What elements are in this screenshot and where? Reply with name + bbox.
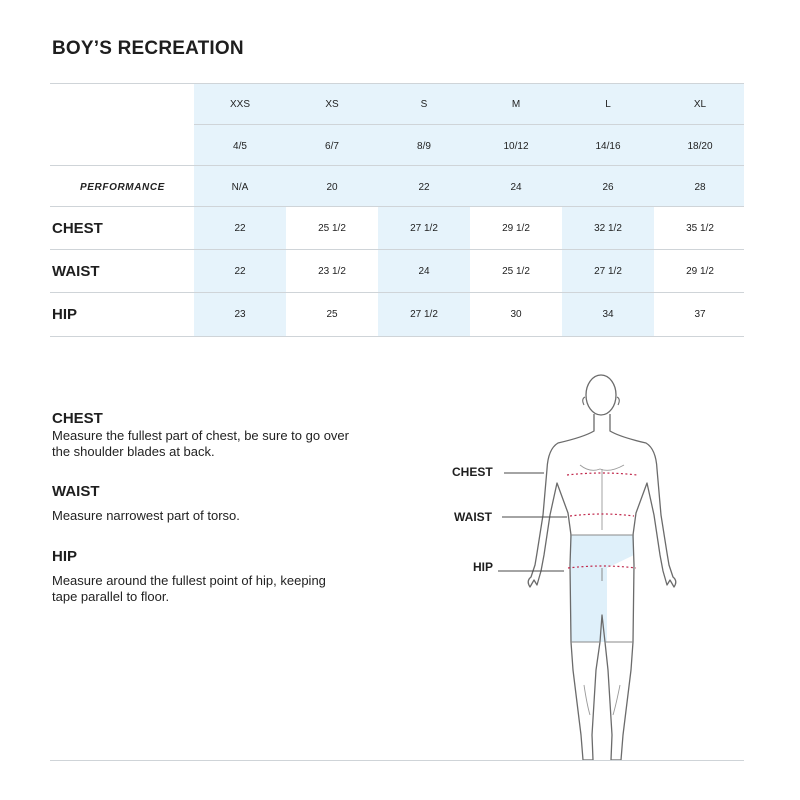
performance-value: 22 [418,181,430,193]
performance-value: N/A [231,181,249,193]
head-shape [586,375,616,415]
chest-value: 35 1/2 [686,222,714,234]
chest-value: 27 1/2 [410,222,438,234]
hip-guide-text: Measure around the fullest point of hip, keeping tape parallel to floor. [52,573,326,604]
waist-value: 24 [418,265,430,277]
waist-value: 27 1/2 [594,265,622,277]
size-header-xs: XS [325,98,339,110]
chest-value: 25 1/2 [318,222,346,234]
size-header-xl: XL [693,98,707,110]
figure-waist-label: WAIST [454,510,492,524]
hip-value: 23 [234,308,246,320]
size-header-s: S [420,98,428,110]
numeric-size: 10/12 [503,140,529,152]
performance-label: PERFORMANCE [80,181,165,193]
waist-value: 25 1/2 [502,265,530,277]
page-title: BOY’S RECREATION [52,38,244,59]
chest-value: 29 1/2 [502,222,530,234]
waist-guide-title: WAIST [52,483,100,500]
performance-value: 26 [602,181,614,193]
chest-guide-text: Measure the fullest part of chest, be sure to go over the shoulder blades at back. [52,428,349,459]
hip-value: 25 [326,308,338,320]
hip-value: 34 [602,308,614,320]
size-chart-table [50,83,744,337]
numeric-size: 6/7 [325,140,339,152]
shorts-shape [570,535,634,642]
numeric-size: 4/5 [233,140,247,152]
body-measurement-figure [440,365,700,765]
size-header-l: L [605,98,611,110]
numeric-size: 14/16 [595,140,621,152]
performance-value: 24 [510,181,522,193]
performance-value: 28 [694,181,706,193]
size-header-m: M [511,98,521,110]
row-label-chest: CHEST [52,219,103,237]
ear-shape [583,397,585,405]
hip-value: 27 1/2 [410,308,438,320]
size-header-xxs: XXS [229,98,250,110]
hip-guide-title: HIP [52,548,78,565]
waist-value: 29 1/2 [686,265,714,277]
row-label-hip: HIP [52,305,78,323]
table-rule [50,336,744,337]
performance-value: 20 [326,181,338,193]
figure-chest-label: CHEST [452,465,493,479]
hip-value: 30 [510,308,522,320]
hip-value: 37 [694,308,706,320]
numeric-size: 8/9 [417,140,431,152]
chest-value: 32 1/2 [594,222,622,234]
waist-value: 22 [234,265,246,277]
row-label-waist: WAIST [52,262,100,280]
figure-hip-label: HIP [473,560,494,574]
waist-value: 23 1/2 [318,265,346,277]
bottom-divider [50,760,744,761]
numeric-size: 18/20 [687,140,713,152]
waist-guide-text: Measure narrowest part of torso. [52,508,240,523]
chest-guide-title: CHEST [52,410,103,427]
ear-shape [617,397,619,405]
chest-value: 22 [234,222,246,234]
